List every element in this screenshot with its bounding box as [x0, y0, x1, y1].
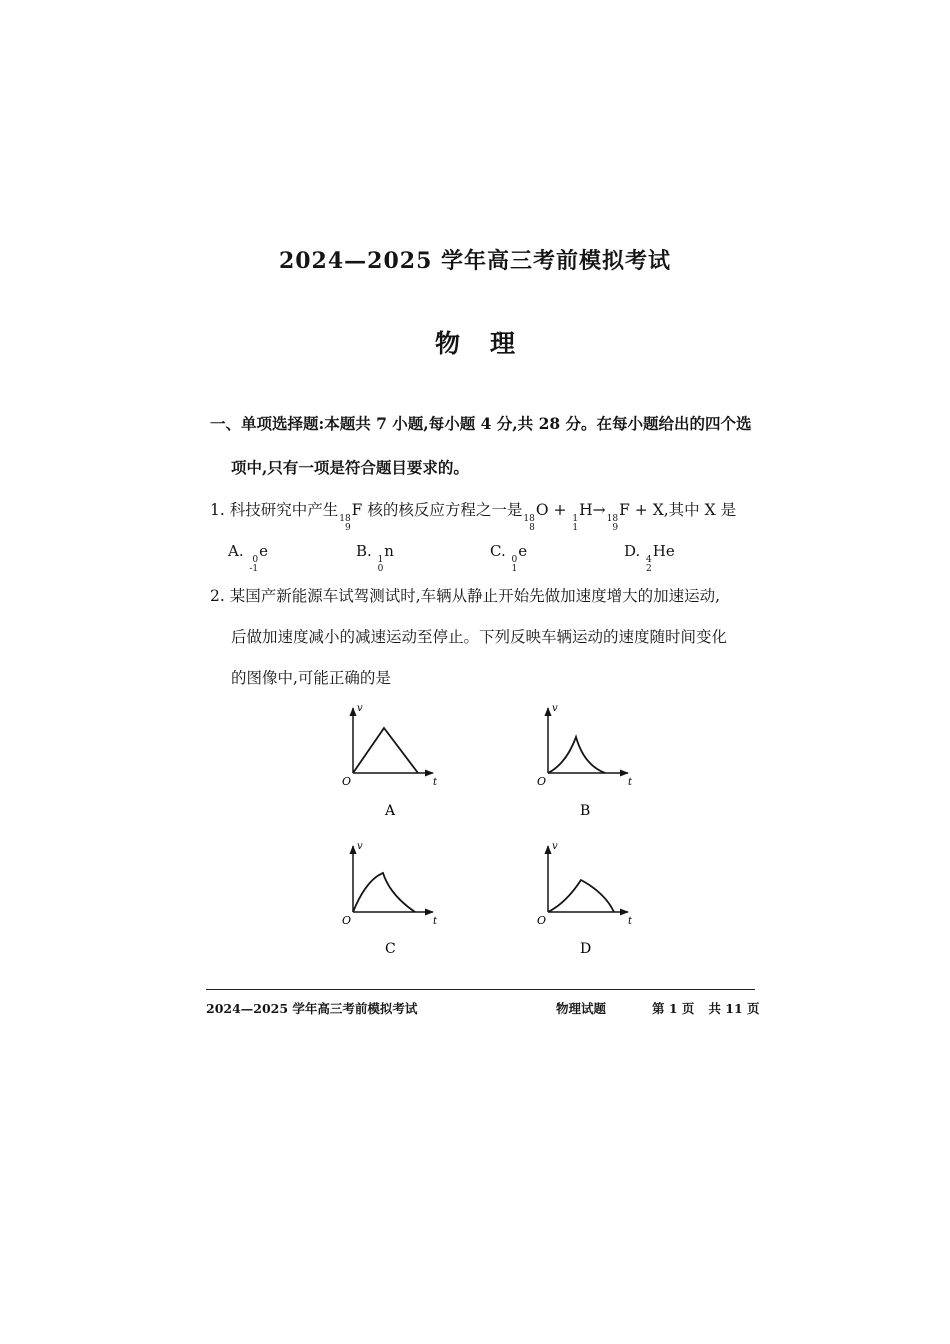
question-2-line1: 2. 某国产新能源车试驾测试时,车辆从静止开始先做加速度增大的加速运动, — [210, 587, 721, 605]
graph-c-origin: O — [342, 914, 352, 927]
footer-page-info — [652, 999, 774, 1017]
question-2-line2: 后做加速度减小的减速运动至停止。下列反映车辆运动的速度随时间变化 — [231, 628, 728, 646]
graph-d-curve — [548, 880, 614, 912]
graph-c-yaxis: v — [357, 841, 363, 852]
reaction-arrow: → — [592, 501, 606, 519]
graph-b-yaxis: v — [552, 703, 558, 714]
q1-option-b: B. 1 0 n — [356, 542, 394, 574]
graph-a-xaxis: t — [433, 777, 438, 788]
q1-option-d: D. 4 2 He — [624, 542, 675, 574]
graph-a-label: A — [385, 803, 396, 819]
graph-d — [537, 841, 633, 957]
graph-c-label: C — [385, 941, 396, 957]
graph-b-origin: O — [537, 775, 547, 788]
isotope-h1: 1 1 — [572, 514, 579, 533]
graph-b — [537, 703, 633, 819]
graph-d-origin: O — [537, 914, 547, 927]
section-heading-line1: 一、单项选择题:本题共 7 小题,每小题 4 分,共 28 分。在每小题给出的四个选 — [210, 414, 752, 433]
footer-subject: 物理试题 — [556, 1001, 607, 1016]
subject-title: 物理 — [434, 329, 545, 358]
section-heading-line2: 项中,只有一项是符合题目要求的。 — [231, 458, 469, 477]
q1-text-after: + X,其中 X 是 — [629, 501, 737, 519]
graph-a-curve — [353, 728, 418, 773]
isotope-f18-b: 18 9 — [606, 514, 619, 533]
graph-b-curve — [548, 737, 605, 773]
footer-exam-title: 2024—2025 学年高三考前模拟考试 — [206, 1001, 418, 1016]
q1-option-c: C. 0 1 e — [490, 542, 528, 574]
isotope-f18-a: 18 9 — [339, 514, 351, 533]
graph-c — [342, 841, 438, 957]
graph-b-xaxis: t — [628, 777, 633, 788]
graph-d-label: D — [580, 941, 592, 957]
q1-text-mid: 核的核反应方程之一是 — [362, 501, 523, 519]
q1-option-a: A. 0 -1 e — [228, 542, 269, 574]
graph-c-xaxis: t — [433, 916, 438, 927]
graph-b-label: B — [580, 803, 591, 819]
graph-a-origin: O — [342, 775, 352, 788]
question-2-line3: 的图像中,可能正确的是 — [231, 669, 391, 687]
footer-page-number: 第 1 页 — [652, 1001, 695, 1016]
footer-page-total: 共 11 页 — [708, 1001, 760, 1016]
graph-d-yaxis: v — [552, 841, 558, 852]
graph-c-curve — [353, 873, 415, 912]
page-title: 2024—2025 学年高三考前模拟考试 — [278, 248, 672, 274]
graph-a-yaxis: v — [357, 703, 363, 714]
question-1: 1. 科技研究中产生 18 9 F 核的核反应方程之一是 18 8 O + 1 1 H→ 18 9 F + X,其中 X 是 — [210, 501, 737, 533]
footer-divider — [206, 989, 755, 990]
graph-a — [342, 703, 438, 819]
isotope-o18: 18 8 — [523, 514, 535, 533]
graph-d-xaxis: t — [628, 916, 633, 927]
q1-text-before: 1. 科技研究中产生 — [210, 501, 339, 519]
